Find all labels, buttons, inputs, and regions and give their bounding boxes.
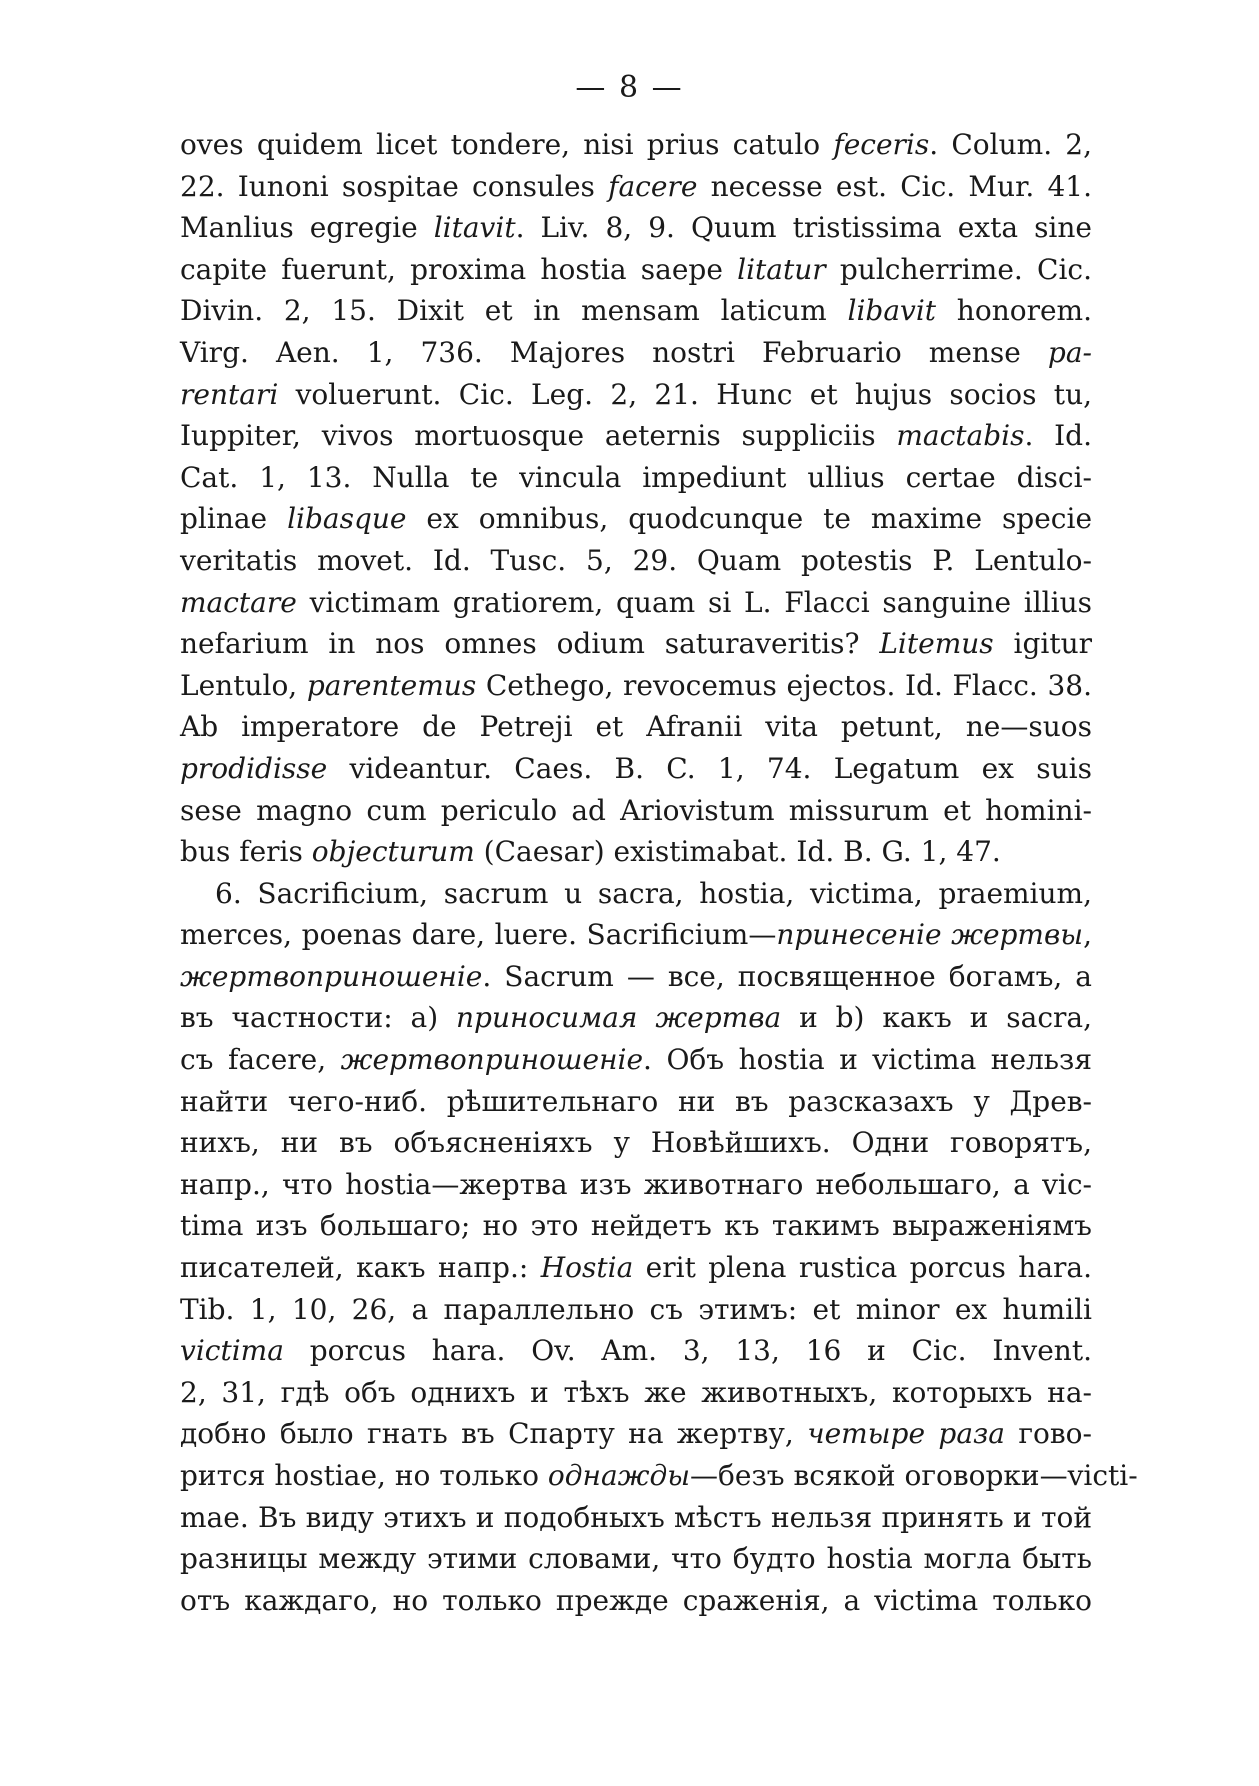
text-line: Virg. Aen. 1, 736. Majores nostri Februario mense pa- [180, 335, 1092, 369]
italic-term: litatur [737, 252, 826, 286]
text-line: Ab imperatore de Petreji et Afranii vita petunt, ne—suos [180, 710, 1092, 744]
text-line: mae. Въ виду этихъ и подобныхъ мѣстъ нельзя принять и той [180, 1500, 1092, 1534]
text-line: найти чего-ниб. рѣшительнаго ни въ разсказахъ у Древ- [180, 1084, 1092, 1118]
text-line: Cat. 1, 13. Nulla te vincula impediunt ullius certae disci- [180, 460, 1092, 494]
text-line: писателей, какъ напр.: Hostia erit plena rustica porcus hara. [180, 1251, 1092, 1285]
italic-term: objecturum [311, 835, 475, 869]
text-line: bus feris objecturum (Caesar) existimabat. Id. B. G. 1, 47. [180, 835, 1001, 869]
text-line: capite fuerunt, proxima hostia saepe litatur pulcherrime. Cic. [180, 252, 1092, 286]
italic-term: libasque [287, 502, 407, 536]
italic-term: приносимая жертва [456, 1001, 782, 1035]
text-line: sese magno cum periculo ad Ariovistum missurum et homini- [180, 793, 1092, 827]
text-line: Lentulo, parentemus Cethego, revocemus ejectos. Id. Flacc. 38. [180, 668, 1092, 702]
text-line: разницы между этими словами, что будто hostia могла быть [180, 1542, 1092, 1576]
text-line: рится hostiae, но только однажды—безъ всякой оговорки—victi- [180, 1459, 1138, 1492]
italic-term: жертвоприношенiе [340, 1043, 644, 1077]
text-line: съ facere, жертвоприношенiе. Объ hostia и victima нельзя [180, 1043, 1092, 1077]
text-line: oves quidem licet tondere, nisi prius catulo feceris. Colum. 2, [180, 128, 1093, 161]
italic-term: libavit [847, 294, 937, 328]
text-line: добно было гнать въ Спарту на жертву, четыре раза гово- [180, 1417, 1092, 1451]
italic-term: facere [608, 169, 698, 203]
text-line: rentari voluerunt. Cic. Leg. 2, 21. Hunc et hujus socios tu, [180, 377, 1092, 411]
italic-term: четыре раза [807, 1417, 1005, 1451]
text-line: prodidisse videantur. Caes. B. C. 1, 74. Legatum ex suis [180, 751, 1092, 785]
italic-term: жертвоприношенiе [180, 959, 483, 993]
text-line: 22. Iunoni sospitae consules facere necesse est. Cic. Mur. 41. [180, 169, 1092, 203]
body-text [180, 124, 1138, 1621]
text-line: въ частности: a) приносимая жертва и b) какъ и sacra, [180, 1001, 1093, 1035]
italic-term: prodidisse [180, 751, 328, 785]
text-line: merces, poenas dare, luere. Sacrificium—принесенiе жертвы, [180, 918, 1092, 952]
text-line: Iuppiter, vivos mortuosque aeternis suppliciis mactabis. Id. [180, 419, 1092, 453]
italic-term: mactare [180, 585, 297, 619]
text-line: нихъ, ни въ объясненiяхъ у Новѣйшихъ. Одни говорятъ, [180, 1126, 1092, 1160]
italic-term: Litemus [879, 627, 994, 661]
text-line: Manlius egregie litavit. Liv. 8, 9. Quum tristissima exta sine [180, 211, 1092, 245]
text-line: 2, 31, гдѣ объ однихъ и тѣхъ же животныхъ, которыхъ на- [180, 1375, 1092, 1409]
italic-term: однажды [547, 1459, 691, 1492]
italic-term: feceris [833, 128, 930, 161]
italic-term: rentari [180, 377, 279, 411]
text-line: жертвоприношенiе. Sacrum — все, посвященное богамъ, а [180, 959, 1092, 993]
text-line: veritatis movet. Id. Tusc. 5, 29. Quam potestis P. Lentulo- [180, 543, 1092, 577]
text-line: Tib. 1, 10, 26, а параллельно съ этимъ: et minor ex humili [180, 1292, 1092, 1326]
text-line: напр., что hostia—жертва изъ животнаго небольшаго, а vic- [180, 1167, 1092, 1201]
italic-term: parentemus [306, 668, 477, 702]
page-number: — 8 — [575, 70, 684, 105]
italic-term: mactabis [896, 419, 1025, 453]
italic-term: Hostia [540, 1251, 634, 1285]
italic-term: litavit [433, 211, 516, 245]
text-line: Divin. 2, 15. Dixit et in mensam laticum libavit honorem. [180, 294, 1092, 328]
italic-term: victima [180, 1334, 284, 1368]
text-line: tima изъ большаго; но это нейдетъ къ такимъ выраженiямъ [180, 1209, 1092, 1243]
italic-term: принесенiе жертвы [776, 918, 1084, 952]
text-line: 6. Sacrificium, sacrum u sacra, hostia, victima, praemium, [215, 876, 1092, 910]
text-line: victima porcus hara. Ov. Am. 3, 13, 16 и Cic. Invent. [180, 1334, 1092, 1368]
text-line: plinae libasque ex omnibus, quodcunque te maxime specie [180, 502, 1093, 536]
text-line: nefarium in nos omnes odium saturaveritis? Litemus igitur [180, 627, 1093, 661]
text-line: mactare victimam gratiorem, quam si L. Flacci sanguine illius [180, 585, 1092, 619]
text-line: отъ каждаго, но только прежде сраженiя, а victima только [180, 1583, 1092, 1617]
italic-term: pa- [1047, 335, 1092, 369]
